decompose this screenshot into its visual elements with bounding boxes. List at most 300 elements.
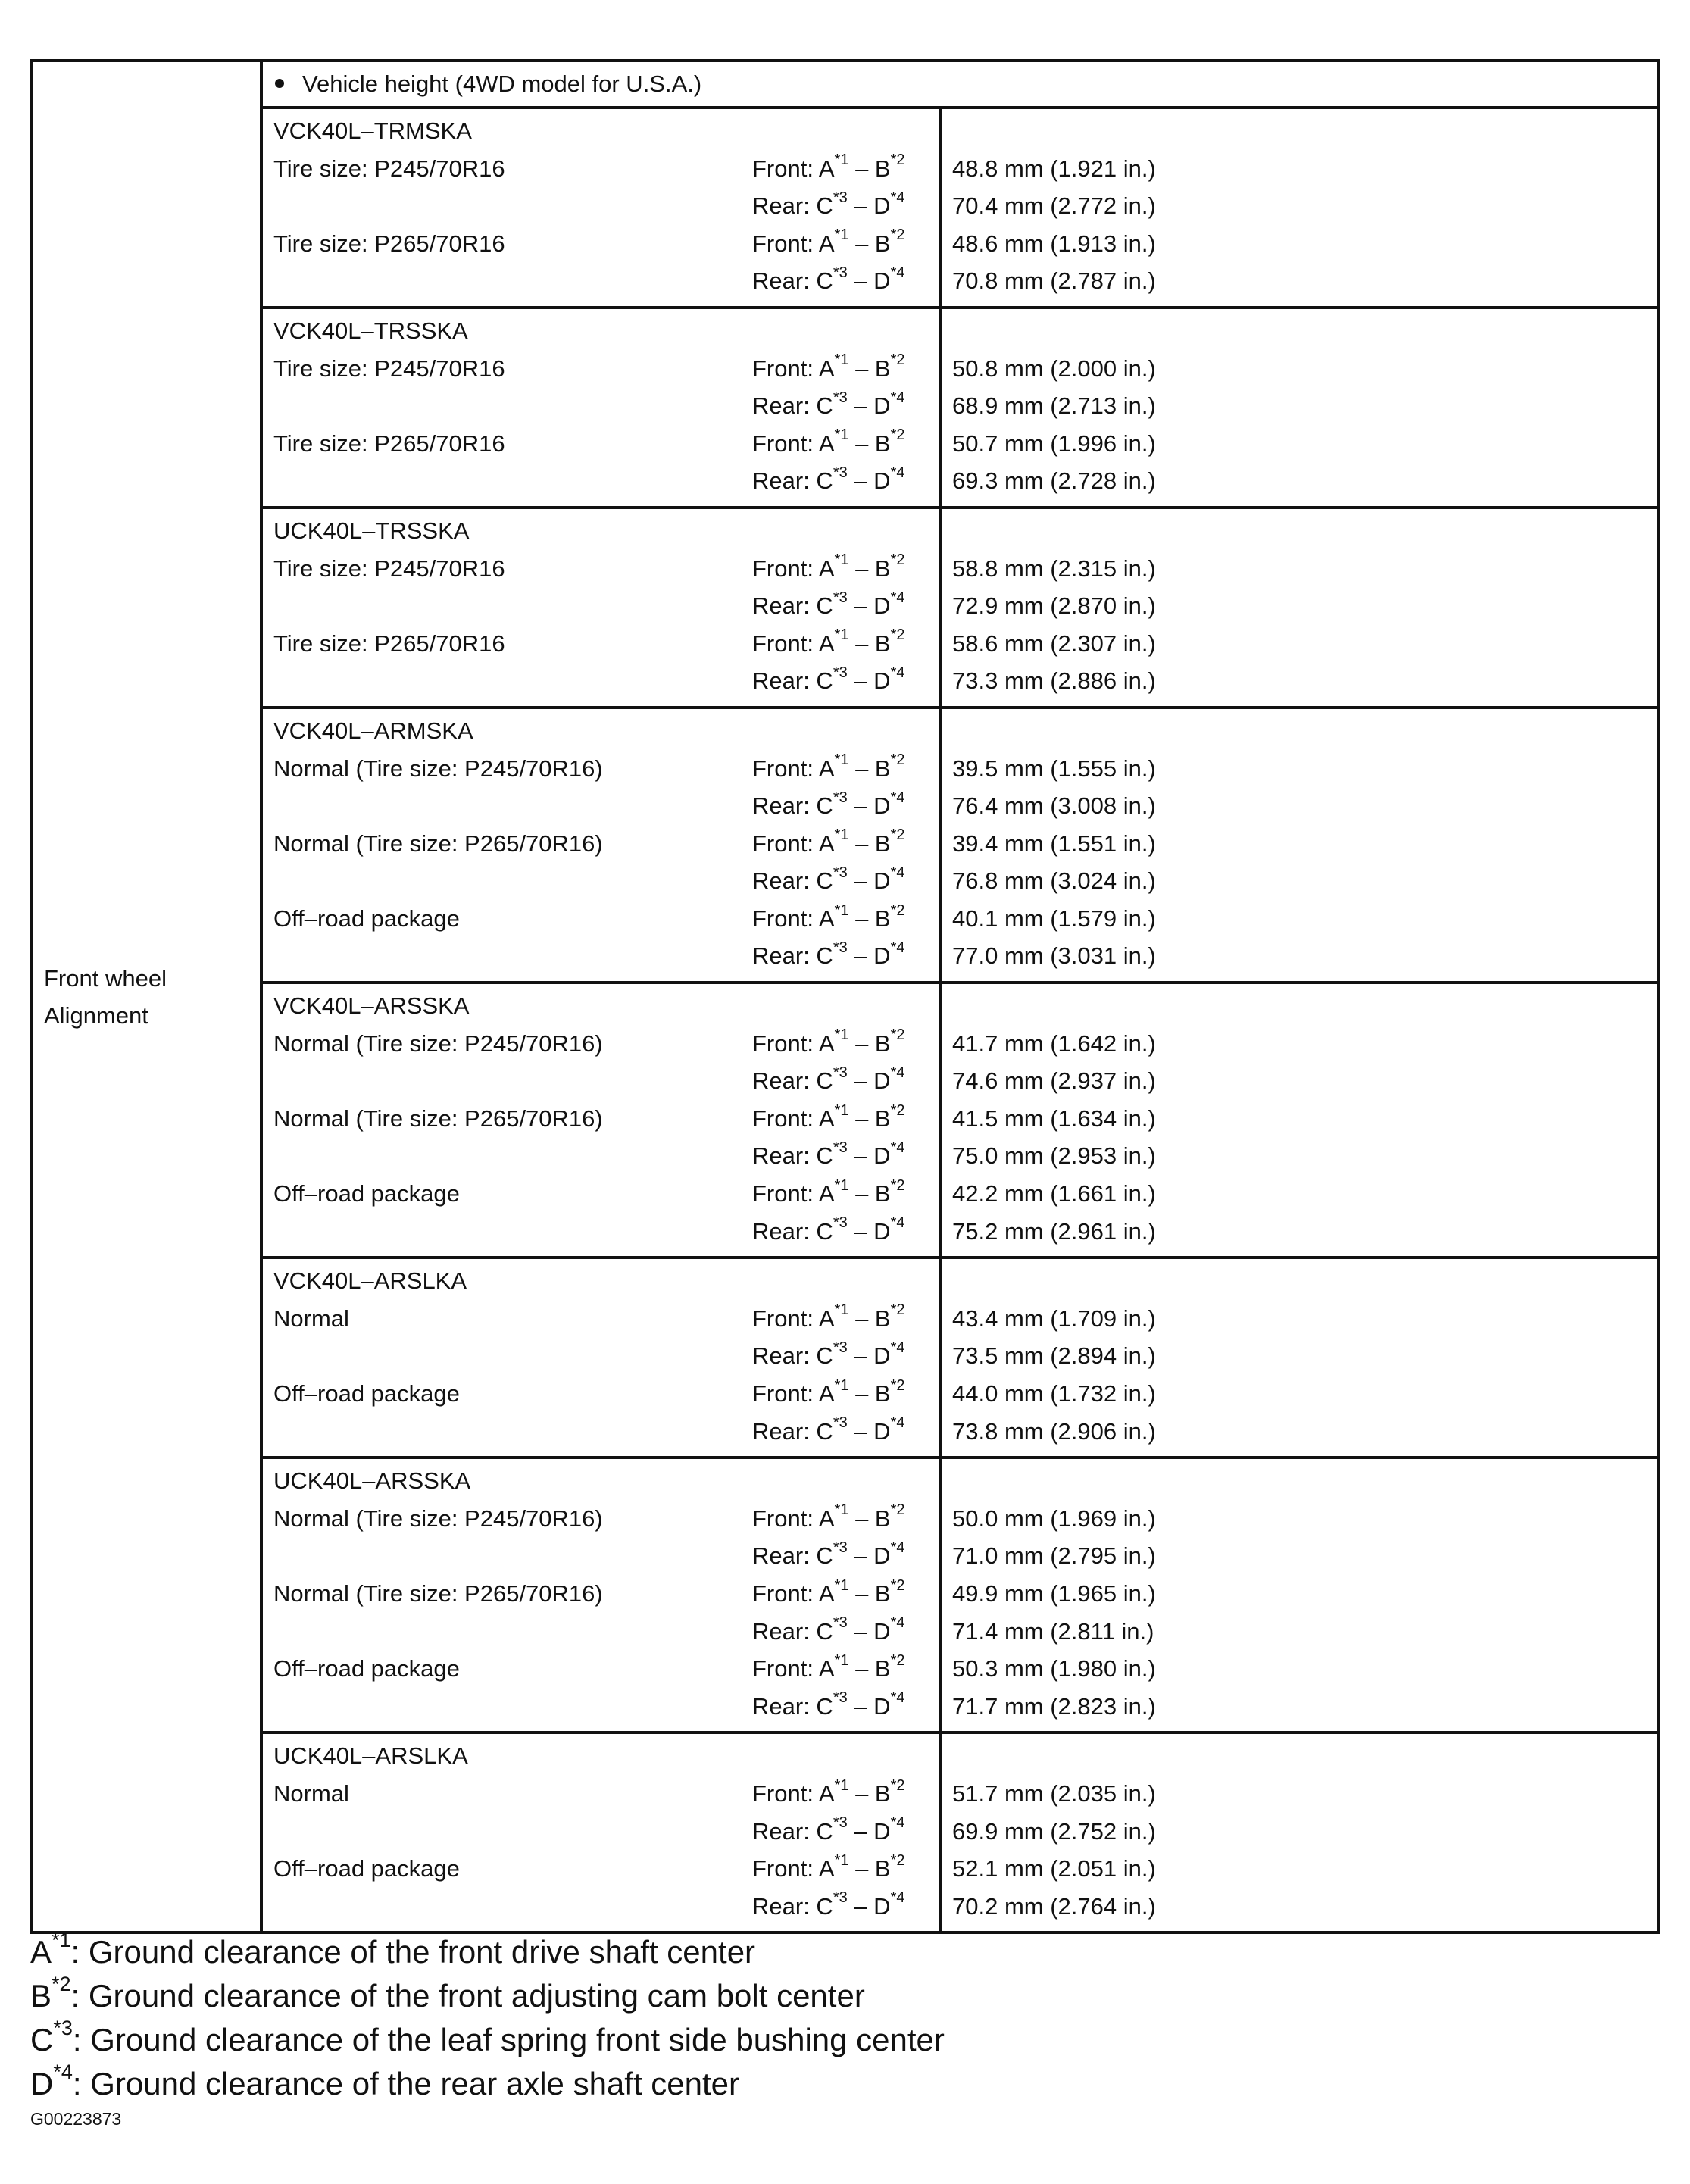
footnote-marker: *3	[833, 664, 848, 681]
front-line	[273, 1175, 939, 1213]
front-height-value: 41.5 mm (1.634 in.)	[952, 1104, 1156, 1132]
front-position-label	[752, 550, 905, 588]
description-lines	[263, 509, 939, 706]
footnote-marker: *1	[834, 1101, 849, 1119]
section-header	[261, 61, 1658, 108]
position-text: Rear: C	[752, 1217, 833, 1245]
rear-height-value: 76.4 mm (3.008 in.)	[952, 792, 1156, 820]
position-text: – D	[847, 1217, 891, 1245]
footnote-marker: *4	[890, 389, 905, 406]
row-description: Off–road package	[273, 1655, 460, 1683]
front-height-value: 39.5 mm (1.555 in.)	[952, 755, 1156, 782]
section-header-text: Vehicle height (4WD model for U.S.A.)	[302, 70, 702, 97]
footnote-marker: *4	[890, 789, 905, 806]
position-text: Front: A	[752, 355, 835, 382]
rear-position-label	[752, 587, 904, 625]
footnote-marker: *1	[834, 1776, 849, 1794]
footnote-marker: *3	[833, 1814, 848, 1832]
model-group-values	[940, 508, 1658, 708]
position-text: – B	[848, 1855, 891, 1882]
rear-height-value: 75.0 mm (2.953 in.)	[952, 1142, 1156, 1170]
value-lines	[942, 309, 1657, 506]
front-height-value: 58.8 mm (2.315 in.)	[952, 555, 1156, 582]
position-text: Rear: C	[752, 942, 833, 970]
model-group-row	[32, 1733, 1658, 1932]
rear-position-label	[752, 662, 904, 700]
description-lines	[263, 309, 939, 506]
model-group-values	[940, 1733, 1658, 1932]
footnote-marker: *1	[834, 626, 849, 644]
row-description: Off–road package	[273, 1380, 460, 1407]
front-height-value: 48.8 mm (1.921 in.)	[952, 155, 1156, 182]
position-text: Front: A	[752, 1779, 835, 1807]
position-text: Front: A	[752, 1655, 835, 1683]
footnote-marker: *4	[890, 864, 905, 881]
rear-position-label	[752, 1337, 904, 1375]
position-text: Front: A	[752, 155, 835, 182]
model-code: VCK40L–TRMSKA	[273, 117, 472, 144]
model-code-line	[273, 987, 939, 1025]
position-text: – D	[847, 1067, 891, 1095]
footnote-marker: *1	[52, 1929, 71, 1951]
model-code: UCK40L–ARSSKA	[273, 1467, 471, 1495]
model-code: VCK40L–TRSSKA	[273, 317, 468, 344]
rear-line	[273, 937, 939, 975]
footnote-marker: *3	[833, 464, 848, 482]
model-group-description	[261, 1458, 940, 1733]
model-group-values	[940, 108, 1658, 308]
footnote-marker: *2	[890, 152, 905, 169]
rear-position-label	[752, 937, 904, 975]
front-position-label	[752, 750, 905, 788]
front-height-value: 50.8 mm (2.000 in.)	[952, 355, 1156, 382]
rear-height-value: 70.8 mm (2.787 in.)	[952, 267, 1156, 295]
footnote-marker: *2	[890, 1301, 905, 1319]
rear-height-value: 74.6 mm (2.937 in.)	[952, 1067, 1156, 1095]
footnote-marker: *2	[890, 901, 905, 919]
position-text: – B	[848, 230, 891, 257]
rear-line	[273, 1137, 939, 1175]
item-label-line: Front wheel	[44, 964, 167, 992]
front-line	[273, 900, 939, 938]
front-position-label	[752, 1375, 905, 1413]
rear-height-value: 73.3 mm (2.886 in.)	[952, 667, 1156, 695]
footnote-marker: *1	[834, 551, 849, 569]
position-text: Rear: C	[752, 867, 833, 895]
front-line	[273, 425, 939, 463]
front-height-value: 52.1 mm (2.051 in.)	[952, 1855, 1156, 1882]
model-group-values	[940, 983, 1658, 1258]
row-description: Normal (Tire size: P265/70R16)	[273, 1104, 603, 1132]
position-text: – B	[848, 1579, 891, 1607]
footnote-marker: *2	[890, 1176, 905, 1194]
value-spacer	[952, 1262, 1657, 1300]
model-code-line	[273, 712, 939, 750]
rear-height-value: 73.5 mm (2.894 in.)	[952, 1342, 1156, 1370]
front-position-label	[752, 350, 905, 388]
rear-height-value: 72.9 mm (2.870 in.)	[952, 592, 1156, 620]
footnote-text: : Ground clearance of the leaf spring front side bushing center	[72, 2022, 945, 2057]
row-description: Normal (Tire size: P265/70R16)	[273, 830, 603, 857]
position-text: – D	[847, 1817, 891, 1845]
rear-line	[273, 662, 939, 700]
model-group-description	[261, 1733, 940, 1932]
rear-position-label	[752, 387, 904, 425]
rear-height-value: 73.8 mm (2.906 in.)	[952, 1417, 1156, 1445]
footnote-text: : Ground clearance of the front adjusting cam bolt center	[70, 1978, 865, 2014]
front-position-label	[752, 225, 905, 263]
model-group-description	[261, 108, 940, 308]
rear-line	[273, 1337, 939, 1375]
footnote-marker: *1	[834, 426, 849, 444]
rear-line	[273, 787, 939, 825]
position-text: – B	[848, 1779, 891, 1807]
model-code: VCK40L–ARSSKA	[273, 992, 470, 1020]
front-line	[273, 225, 939, 263]
rear-height-value: 69.3 mm (2.728 in.)	[952, 467, 1156, 495]
model-group-values	[940, 708, 1658, 983]
value-lines	[942, 1459, 1657, 1731]
model-group-description	[261, 308, 940, 508]
rear-height-value: 71.4 mm (2.811 in.)	[952, 1617, 1154, 1645]
footnote-line	[30, 1930, 1659, 1974]
front-position-label	[752, 1025, 905, 1063]
footnote-marker: *2	[890, 1776, 905, 1794]
front-position-label	[752, 825, 905, 863]
footnote-marker: *2	[890, 1651, 905, 1669]
position-text: Rear: C	[752, 1142, 833, 1170]
footnote-marker: *1	[834, 1651, 849, 1669]
value-spacer	[952, 1462, 1657, 1500]
front-height-value: 51.7 mm (2.035 in.)	[952, 1779, 1156, 1807]
model-code-line	[273, 112, 939, 150]
footnote-marker: *1	[834, 1176, 849, 1194]
footnote-marker: *3	[833, 389, 848, 406]
row-description: Off–road package	[273, 1180, 460, 1208]
rear-position-label	[752, 1213, 904, 1251]
rear-line	[273, 262, 939, 300]
footnote-marker: *3	[833, 589, 848, 606]
front-position-label	[752, 1650, 905, 1688]
row-description: Normal	[273, 1779, 349, 1807]
footnote-marker: *3	[833, 864, 848, 881]
front-height-value: 48.6 mm (1.913 in.)	[952, 230, 1156, 257]
footnote-marker: *4	[53, 2061, 73, 2083]
position-text: Rear: C	[752, 1067, 833, 1095]
row-description: Normal (Tire size: P245/70R16)	[273, 1030, 603, 1057]
footnote-marker: *4	[890, 1339, 905, 1357]
position-text: – D	[847, 592, 891, 620]
model-group-row	[32, 1458, 1658, 1733]
position-text: Rear: C	[752, 192, 833, 220]
model-group-values	[940, 1258, 1658, 1458]
position-text: Rear: C	[752, 1542, 833, 1570]
model-group-row	[32, 708, 1658, 983]
front-height-value: 42.2 mm (1.661 in.)	[952, 1180, 1156, 1208]
footnote-marker: *1	[834, 1501, 849, 1519]
footnote-marker: *2	[890, 227, 905, 244]
row-description: Normal	[273, 1304, 349, 1332]
model-group-row	[32, 983, 1658, 1258]
front-line	[273, 825, 939, 863]
footnote-letter: C	[30, 2022, 54, 2057]
model-group-row	[32, 508, 1658, 708]
rear-line	[273, 1613, 939, 1651]
rear-position-label	[752, 1413, 904, 1451]
position-text: Rear: C	[752, 1692, 833, 1720]
position-text: Front: A	[752, 1504, 835, 1532]
position-text: – D	[847, 467, 891, 495]
rear-position-label	[752, 1813, 904, 1851]
front-line	[273, 1300, 939, 1338]
position-text: – B	[848, 1504, 891, 1532]
value-spacer	[952, 1737, 1657, 1775]
front-line	[273, 1850, 939, 1888]
footnote-marker: *1	[834, 901, 849, 919]
rear-line	[273, 187, 939, 225]
front-line	[273, 625, 939, 663]
model-code-line	[273, 1737, 939, 1775]
position-text: Front: A	[752, 1180, 835, 1208]
front-line	[273, 1575, 939, 1613]
value-spacer	[952, 512, 1657, 550]
value-lines	[942, 509, 1657, 706]
position-text: Front: A	[752, 1855, 835, 1882]
position-text: Rear: C	[752, 392, 833, 420]
rear-height-value: 77.0 mm (3.031 in.)	[952, 942, 1156, 970]
position-text: – B	[848, 905, 891, 932]
row-description: Off–road package	[273, 1855, 460, 1882]
footnote-line	[30, 2018, 1659, 2062]
front-height-value: 50.7 mm (1.996 in.)	[952, 430, 1156, 457]
position-text: Front: A	[752, 430, 835, 457]
value-spacer	[952, 312, 1657, 350]
rear-position-label	[752, 462, 904, 500]
position-text: – D	[847, 392, 891, 420]
row-description: Off–road package	[273, 905, 460, 932]
position-text: Rear: C	[752, 1892, 833, 1920]
footnote-marker: *2	[890, 551, 905, 569]
front-position-label	[752, 1850, 905, 1888]
front-position-label	[752, 1100, 905, 1138]
footnote-marker: *4	[890, 1539, 905, 1557]
front-position-label	[752, 900, 905, 938]
model-code-line	[273, 312, 939, 350]
position-text: Rear: C	[752, 1417, 833, 1445]
position-text: – D	[847, 1617, 891, 1645]
rear-line	[273, 1813, 939, 1851]
footnote-marker: *4	[890, 1889, 905, 1907]
position-text: – D	[847, 1692, 891, 1720]
footnote-marker: *3	[833, 1414, 848, 1432]
footnote-marker: *2	[890, 626, 905, 644]
position-text: – B	[848, 155, 891, 182]
front-height-value: 49.9 mm (1.965 in.)	[952, 1579, 1156, 1607]
row-description: Tire size: P265/70R16	[273, 430, 505, 457]
position-text: Rear: C	[752, 467, 833, 495]
footnote-marker: *1	[834, 152, 849, 169]
rear-line	[273, 1688, 939, 1726]
front-line	[273, 150, 939, 188]
front-height-value: 40.1 mm (1.579 in.)	[952, 905, 1156, 932]
footnote-marker: *1	[834, 1576, 849, 1594]
item-label-cell	[32, 61, 261, 1932]
rear-position-label	[752, 1537, 904, 1575]
front-height-value: 44.0 mm (1.732 in.)	[952, 1380, 1156, 1407]
rear-position-label	[752, 1137, 904, 1175]
position-text: – B	[848, 1104, 891, 1132]
position-text: – D	[847, 1342, 891, 1370]
footnote-marker: *4	[890, 939, 905, 957]
row-description: Tire size: P245/70R16	[273, 155, 505, 182]
footnote-marker: *3	[833, 1889, 848, 1907]
front-height-value: 50.0 mm (1.969 in.)	[952, 1504, 1156, 1532]
position-text: Front: A	[752, 1104, 835, 1132]
footnote-marker: *1	[834, 751, 849, 769]
footnote-marker: *1	[834, 227, 849, 244]
position-text: – B	[848, 1180, 891, 1208]
position-text: – B	[848, 1380, 891, 1407]
footnote-marker: *2	[890, 352, 905, 369]
front-line	[273, 1500, 939, 1538]
position-text: – B	[848, 630, 891, 657]
rear-position-label	[752, 1062, 904, 1100]
front-line	[273, 1650, 939, 1688]
bullet-icon	[275, 79, 284, 88]
position-text: Rear: C	[752, 1817, 833, 1845]
model-group-values	[940, 308, 1658, 508]
description-lines	[263, 1734, 939, 1931]
position-text: – B	[848, 1030, 891, 1057]
front-height-value: 50.3 mm (1.980 in.)	[952, 1655, 1156, 1683]
rear-height-value: 75.2 mm (2.961 in.)	[952, 1217, 1156, 1245]
rear-position-label	[752, 187, 904, 225]
row-description: Tire size: P245/70R16	[273, 355, 505, 382]
footnote-marker: *4	[890, 264, 905, 282]
position-text: – D	[847, 192, 891, 220]
value-lines	[942, 1734, 1657, 1931]
footnote-marker: *1	[834, 352, 849, 369]
position-text: Rear: C	[752, 1342, 833, 1370]
model-group-description	[261, 708, 940, 983]
row-description: Tire size: P265/70R16	[273, 230, 505, 257]
model-code-line	[273, 1262, 939, 1300]
position-text: – B	[848, 830, 891, 857]
position-text: – B	[848, 1304, 891, 1332]
front-line	[273, 1100, 939, 1138]
footnote-marker: *3	[833, 1214, 848, 1232]
front-position-label	[752, 1300, 905, 1338]
row-description: Tire size: P245/70R16	[273, 555, 505, 582]
rear-position-label	[752, 1888, 904, 1926]
position-text: – D	[847, 792, 891, 820]
row-description: Normal (Tire size: P245/70R16)	[273, 755, 603, 782]
front-position-label	[752, 150, 905, 188]
rear-line	[273, 1537, 939, 1575]
description-lines	[263, 984, 939, 1256]
front-line	[273, 550, 939, 588]
front-height-value: 43.4 mm (1.709 in.)	[952, 1304, 1156, 1332]
rear-height-value: 70.4 mm (2.772 in.)	[952, 192, 1156, 220]
rear-line	[273, 387, 939, 425]
footnote-marker: *2	[890, 1376, 905, 1394]
footnote-marker: *3	[833, 1614, 848, 1632]
footnote-text: : Ground clearance of the rear axle shaft center	[72, 2066, 740, 2101]
model-code: VCK40L–ARMSKA	[273, 717, 473, 744]
footnote-marker: *2	[890, 1576, 905, 1594]
position-text: Front: A	[752, 630, 835, 657]
footnote-marker: *4	[890, 1139, 905, 1157]
position-text: – D	[847, 1142, 891, 1170]
footnote-marker: *1	[834, 1851, 849, 1869]
footnote-marker: *4	[890, 1064, 905, 1081]
rear-line	[273, 462, 939, 500]
value-lines	[942, 709, 1657, 981]
front-line	[273, 350, 939, 388]
footnote-marker: *2	[890, 1851, 905, 1869]
front-height-value: 41.7 mm (1.642 in.)	[952, 1030, 1156, 1057]
footnote-marker: *3	[833, 1064, 848, 1081]
position-text: – B	[848, 755, 891, 782]
rear-position-label	[752, 1613, 904, 1651]
description-lines	[263, 1259, 939, 1456]
position-text: Front: A	[752, 830, 835, 857]
model-code-line	[273, 1462, 939, 1500]
footnote-marker: *2	[890, 1026, 905, 1044]
position-text: – D	[847, 1542, 891, 1570]
footnote-marker: *1	[834, 1301, 849, 1319]
rear-height-value: 68.9 mm (2.713 in.)	[952, 392, 1156, 420]
position-text: – D	[847, 1892, 891, 1920]
footnote-marker: *4	[890, 589, 905, 606]
footnote-letter: B	[30, 1978, 52, 2014]
rear-line	[273, 1413, 939, 1451]
front-position-label	[752, 1775, 905, 1813]
model-group-values	[940, 1458, 1658, 1733]
position-text: – D	[847, 867, 891, 895]
front-position-label	[752, 1175, 905, 1213]
front-line	[273, 750, 939, 788]
footnote-marker: *2	[890, 1101, 905, 1119]
description-lines	[263, 709, 939, 981]
position-text: Rear: C	[752, 1617, 833, 1645]
position-text: – D	[847, 1417, 891, 1445]
position-text: Front: A	[752, 905, 835, 932]
rear-line	[273, 862, 939, 900]
footnote-line	[30, 2062, 1659, 2106]
position-text: – D	[847, 942, 891, 970]
footnote-marker: *4	[890, 1214, 905, 1232]
rear-height-value: 76.8 mm (3.024 in.)	[952, 867, 1156, 895]
rear-position-label	[752, 262, 904, 300]
row-description: Normal (Tire size: P245/70R16)	[273, 1504, 603, 1532]
value-lines	[942, 984, 1657, 1256]
vehicle-height-table	[30, 59, 1660, 1934]
rear-line	[273, 1213, 939, 1251]
position-text: Front: A	[752, 230, 835, 257]
position-text: Rear: C	[752, 592, 833, 620]
rear-height-value: 70.2 mm (2.764 in.)	[952, 1892, 1156, 1920]
position-text: – B	[848, 555, 891, 582]
description-lines	[263, 109, 939, 306]
footnote-line	[30, 1974, 1659, 2018]
front-line	[273, 1775, 939, 1813]
model-group-description	[261, 508, 940, 708]
rear-position-label	[752, 787, 904, 825]
front-line	[273, 1375, 939, 1413]
footnote-marker: *2	[890, 1501, 905, 1519]
footnote-marker: *4	[890, 1814, 905, 1832]
